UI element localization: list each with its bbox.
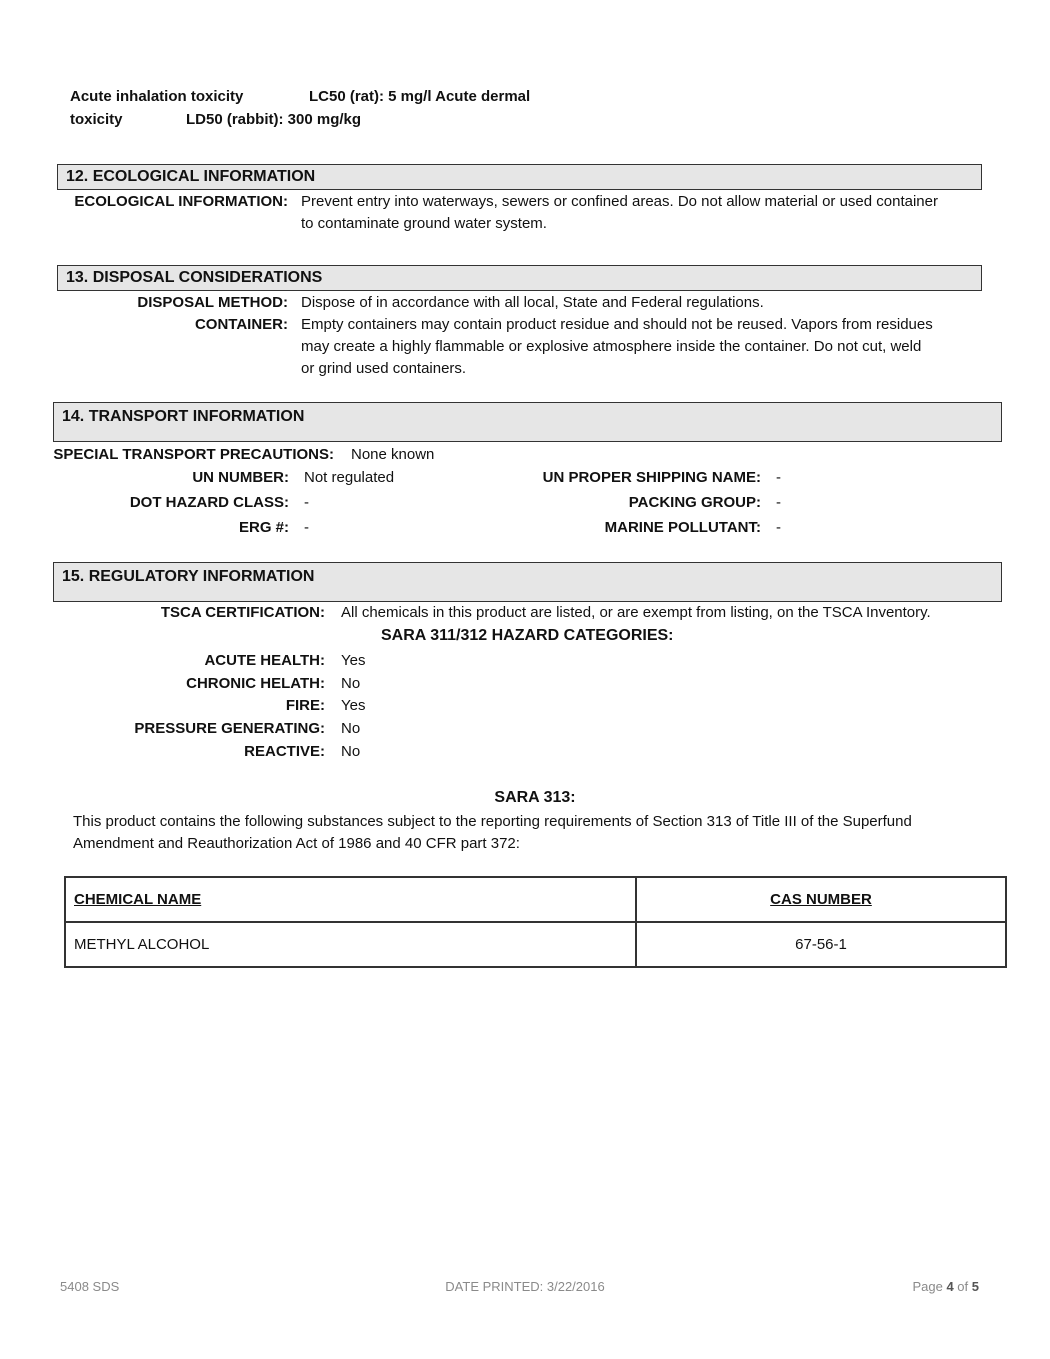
special-transport-label: SPECIAL TRANSPORT PRECAUTIONS:	[53, 446, 334, 463]
table-row	[65, 922, 1006, 967]
ecological-info-label: ECOLOGICAL INFORMATION:	[74, 193, 288, 210]
ecological-info-line-1: Prevent entry into waterways, sewers or confined areas. Do not allow material or used container	[301, 193, 938, 210]
erg-label: ERG #:	[238, 519, 289, 536]
container-line-1: Empty containers may contain product residue and should not be reused. Vapors from residues	[301, 316, 933, 333]
fire-label: FIRE:	[285, 697, 325, 714]
section-14-header: 14. TRANSPORT INFORMATION	[53, 402, 1002, 442]
marine-pollutant-value: -	[776, 519, 781, 536]
footer-doc-id: 5408 SDS	[60, 1279, 120, 1294]
chemical-name-cell: METHYL ALCOHOL	[65, 922, 636, 967]
container-line-2: may create a highly flammable or explosive atmosphere inside the container. Do not cut, weld	[301, 338, 922, 355]
disposal-method-label: DISPOSAL METHOD:	[137, 294, 288, 311]
un-number-value: Not regulated	[304, 469, 395, 486]
footer-date-printed: DATE PRINTED: 3/22/2016	[445, 1279, 605, 1294]
un-number-label: UN NUMBER:	[192, 469, 289, 486]
ecological-info-value	[301, 191, 991, 235]
chemical-table	[64, 876, 1007, 968]
container-label: CONTAINER:	[194, 316, 288, 333]
cas-number-cell: 67-56-1	[636, 922, 1006, 967]
disposal-method-value: Dispose of in accordance with all local, State and Federal regulations.	[301, 294, 764, 311]
footer-page-number	[912, 1279, 979, 1294]
sara-313-heading: SARA 313:	[494, 789, 576, 806]
toxicity-line-2-label: toxicity	[70, 111, 123, 128]
packing-group-label: PACKING GROUP:	[628, 494, 761, 511]
toxicity-line-1-value: LC50 (rat): 5 mg/l Acute dermal	[309, 88, 531, 105]
erg-value: -	[304, 519, 309, 536]
tsca-label: TSCA CERTIFICATION:	[160, 604, 325, 621]
shipping-name-label: UN PROPER SHIPPING NAME:	[542, 469, 761, 486]
sara-313-text	[73, 811, 1033, 855]
reactive-label: REACTIVE:	[244, 743, 325, 760]
pressure-generating-value: No	[341, 720, 361, 737]
section-13-header: 13. DISPOSAL CONSIDERATIONS	[57, 265, 982, 291]
container-value	[301, 314, 991, 380]
acute-health-label: ACUTE HEALTH:	[204, 652, 325, 669]
pressure-generating-label: PRESSURE GENERATING:	[134, 720, 325, 737]
shipping-name-value: -	[776, 469, 781, 486]
reactive-value: No	[341, 743, 361, 760]
dot-hazard-class-label: DOT HAZARD CLASS:	[129, 494, 289, 511]
sara-311-heading: SARA 311/312 HAZARD CATEGORIES:	[381, 627, 674, 644]
table-header-row	[65, 877, 1006, 922]
tsca-value: All chemicals in this product are listed, or are exempt from listing, on the TSCA Inventory.	[341, 604, 931, 621]
sara-313-text-line-2: Amendment and Reauthorization Act of 1986 and 40 CFR part 372:	[73, 835, 520, 852]
section-15-header: 15. REGULATORY INFORMATION	[53, 562, 1002, 602]
marine-pollutant-label: MARINE POLLUTANT:	[604, 519, 761, 536]
dot-hazard-class-value: -	[304, 494, 309, 511]
chronic-health-label: CHRONIC HELATH:	[186, 675, 325, 692]
chronic-health-value: No	[341, 675, 361, 692]
special-transport-value: None known	[351, 446, 435, 463]
section-12-header: 12. ECOLOGICAL INFORMATION	[57, 164, 982, 190]
acute-health-value: Yes	[341, 652, 366, 669]
cas-number-header: CAS NUMBER	[636, 877, 1006, 922]
chemical-name-header: CHEMICAL NAME	[65, 877, 636, 922]
page-total: 5	[971, 1279, 979, 1294]
page-prefix: Page	[912, 1279, 943, 1294]
page-current: 4	[946, 1279, 954, 1294]
page-of: of	[957, 1279, 969, 1294]
toxicity-line-2-value: LD50 (rabbit): 300 mg/kg	[186, 111, 362, 128]
ecological-info-line-2: to contaminate ground water system.	[301, 215, 547, 232]
fire-value: Yes	[341, 697, 366, 714]
container-line-3: or grind used containers.	[301, 360, 467, 377]
toxicity-line-1-label: Acute inhalation toxicity	[70, 88, 244, 105]
packing-group-value: -	[776, 494, 781, 511]
sara-313-text-line-1: This product contains the following substances subject to the reporting requirements of Section 313 of Title III of the Superfund	[73, 813, 912, 830]
